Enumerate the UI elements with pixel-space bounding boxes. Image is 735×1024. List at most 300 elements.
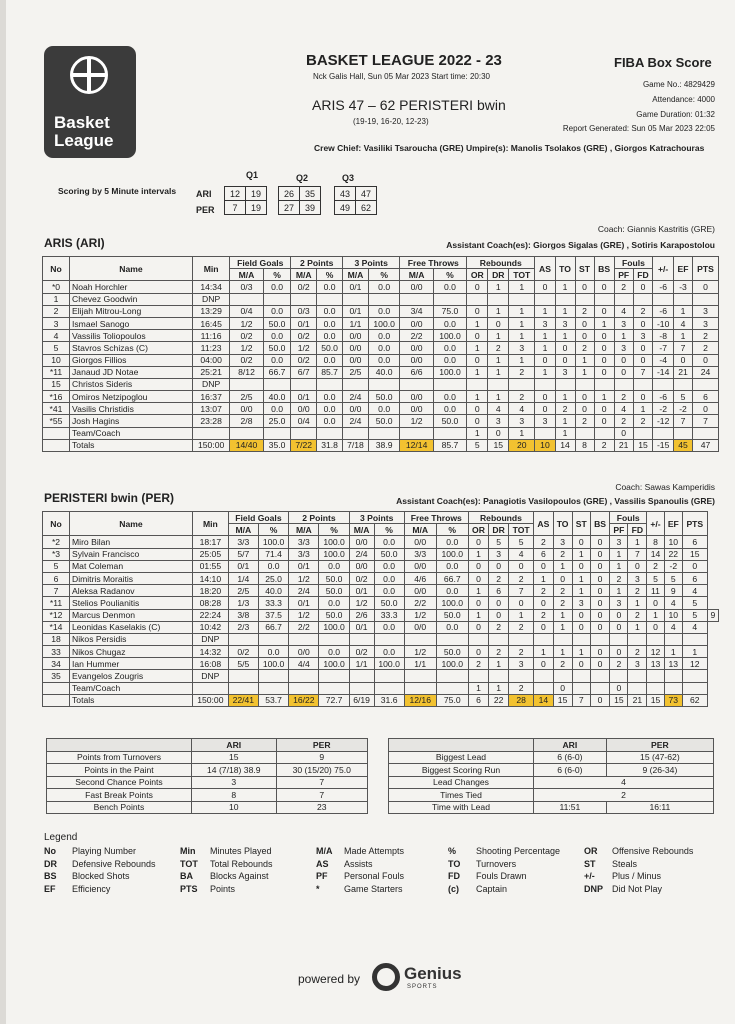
stat-cell: 16:45: [193, 317, 230, 329]
stat-cell: 1: [610, 560, 628, 572]
stat-cell: [291, 427, 317, 439]
stat-cell: 2: [509, 366, 535, 378]
stat-cell: 150:00: [193, 694, 229, 706]
player-row: [43, 670, 719, 682]
stat-cell: 0/0: [343, 330, 369, 342]
stat-cell: 1/2: [230, 317, 264, 329]
stat-cell: [693, 378, 719, 390]
stat-cell: [317, 293, 343, 305]
stat-cell: 7/18: [343, 439, 369, 451]
stat-cell: 0: [534, 597, 553, 609]
header-fouls: Fouls: [614, 257, 653, 269]
stat-cell: 1: [553, 560, 572, 572]
stat-cell: 100.0: [433, 366, 466, 378]
stat-cell: 23:28: [193, 415, 230, 427]
stat-cell: [674, 293, 693, 305]
stat-cell: 34: [43, 658, 70, 670]
stat-cell: 0: [488, 427, 509, 439]
sports-brand-text: SPORTS: [407, 984, 438, 990]
summary-cell: 7: [276, 789, 367, 802]
quarter-scores: (19-19, 16-20, 12-23): [353, 117, 429, 126]
stat-cell: 2: [693, 342, 719, 354]
stat-cell: Nikos Persidis: [70, 633, 193, 645]
stat-cell: [317, 427, 343, 439]
stat-cell: 2/8: [230, 415, 264, 427]
stat-cell: 18:17: [193, 536, 229, 548]
stat-cell: Noah Horchler: [70, 281, 193, 293]
stat-cell: 0: [489, 609, 509, 621]
stat-cell: 14:10: [193, 572, 229, 584]
stat-cell: [436, 633, 468, 645]
stat-cell: 1: [467, 427, 488, 439]
stat-cell: [433, 427, 466, 439]
subheader-fd: FD: [633, 269, 653, 281]
stat-cell: 0: [647, 597, 664, 609]
stat-cell: 1: [468, 548, 488, 560]
stat-cell: 4: [674, 317, 693, 329]
stat-cell: 2/5: [230, 391, 264, 403]
summary-header: PER: [606, 739, 713, 752]
powered-by-text: powered by: [298, 972, 361, 986]
header-name: Name: [70, 257, 193, 281]
stat-cell: 24: [693, 366, 719, 378]
stat-cell: 21: [614, 439, 633, 451]
stat-cell: 6: [468, 694, 488, 706]
stat-cell: 10: [664, 609, 682, 621]
stat-cell: [590, 670, 609, 682]
stat-cell: 0: [614, 427, 633, 439]
stat-cell: 7: [693, 415, 719, 427]
header-fg: Field Goals: [230, 257, 291, 269]
stat-cell: 11:16: [193, 330, 230, 342]
stat-cell: 1: [509, 317, 535, 329]
stat-cell: Chevez Goodwin: [70, 293, 193, 305]
stat-cell: Stavros Schizas (C): [70, 342, 193, 354]
summary-cell: Times Tied: [389, 789, 534, 802]
stat-cell: [368, 378, 400, 390]
legend-abbr: FD: [448, 871, 460, 881]
stat-cell: [291, 378, 317, 390]
stat-cell: 6: [43, 572, 70, 584]
peristeri-coach: Coach: Sawas Kamperidis: [615, 482, 715, 492]
stat-cell: 0.0: [258, 646, 288, 658]
stat-cell: [674, 378, 693, 390]
summary-row: [389, 789, 714, 802]
stat-cell: 3: [610, 597, 628, 609]
scoring-team-per: PER: [196, 205, 215, 215]
stat-cell: 40.0: [263, 391, 291, 403]
stat-cell: 10: [664, 536, 682, 548]
stat-cell: 2: [628, 646, 647, 658]
stat-cell: [555, 378, 575, 390]
stat-cell: 33.3: [374, 609, 404, 621]
stat-cell: 1: [509, 354, 535, 366]
stat-cell: 35: [43, 670, 70, 682]
stat-cell: 0.0: [317, 354, 343, 366]
stat-cell: 5/7: [228, 548, 258, 560]
subheader-pct: %: [263, 269, 291, 281]
header-pts: PTS: [682, 512, 707, 536]
stat-cell: 2: [553, 548, 572, 560]
stat-cell: 0/1: [289, 597, 319, 609]
stat-cell: 0: [594, 354, 614, 366]
team-coach-row: [43, 427, 719, 439]
stat-cell: *41: [43, 403, 70, 415]
stat-cell: 3: [509, 658, 534, 670]
summary-cell: 10: [192, 801, 277, 814]
stat-cell: 0: [633, 354, 653, 366]
stat-cell: 5: [489, 536, 509, 548]
stat-cell: 7/22: [291, 439, 317, 451]
legend-desc: Efficiency: [72, 883, 111, 894]
stat-cell: 2: [43, 305, 70, 317]
stat-cell: [467, 293, 488, 305]
legend-abbr: PF: [316, 871, 328, 881]
stat-cell: [535, 427, 555, 439]
stat-cell: 100.0: [433, 330, 466, 342]
stat-cell: 0.0: [319, 560, 349, 572]
stat-cell: -7: [653, 342, 674, 354]
stat-cell: 13: [647, 658, 664, 670]
summary-row: [389, 776, 714, 789]
stat-cell: 2: [614, 391, 633, 403]
stat-cell: [319, 670, 349, 682]
legend-desc: Points: [210, 883, 236, 894]
legend-desc: Blocked Shots: [72, 871, 130, 881]
stat-cell: 0: [590, 560, 609, 572]
aris-coach: Coach: Giannis Kastritis (GRE): [597, 224, 715, 234]
summary-row: [389, 764, 714, 777]
stat-cell: 0.0: [368, 330, 400, 342]
stat-cell: 1: [509, 427, 535, 439]
legend-desc: Total Rebounds: [210, 858, 273, 869]
stat-cell: 0: [467, 281, 488, 293]
stat-cell: [404, 670, 436, 682]
stat-cell: 21: [628, 694, 647, 706]
stat-cell: 2: [509, 572, 534, 584]
stat-cell: 25:05: [193, 548, 229, 560]
stat-cell: [572, 633, 590, 645]
stat-cell: 0: [633, 317, 653, 329]
stat-cell: [343, 378, 369, 390]
stat-cell: 0/0: [343, 354, 369, 366]
stat-cell: 9: [664, 585, 682, 597]
stat-cell: [610, 633, 628, 645]
subheader-pct: %: [317, 269, 343, 281]
stat-cell: 1: [509, 281, 535, 293]
stat-cell: 5: [43, 560, 70, 572]
stat-cell: [628, 633, 647, 645]
subheader-tot: TOT: [509, 269, 535, 281]
stat-cell: 2: [553, 658, 572, 670]
stat-cell: 2: [610, 572, 628, 584]
legend-abbr: No: [44, 846, 56, 856]
stat-cell: [258, 682, 288, 694]
stat-cell: *11: [43, 597, 70, 609]
stat-cell: 1: [467, 342, 488, 354]
stat-cell: 0/0: [400, 342, 433, 354]
player-row: [43, 415, 719, 427]
player-row: [43, 342, 719, 354]
stat-cell: 6: [693, 391, 719, 403]
stat-cell: 0: [572, 609, 590, 621]
subheader-ma: M/A: [349, 524, 374, 536]
stat-cell: [534, 633, 553, 645]
stat-cell: *0: [43, 281, 70, 293]
stat-cell: 0.0: [374, 560, 404, 572]
stat-cell: -3: [674, 281, 693, 293]
stat-cell: 0: [555, 354, 575, 366]
summary-cell: 11:51: [534, 801, 607, 814]
stat-cell: 16:37: [193, 391, 230, 403]
summary-leads-table: [388, 738, 714, 814]
stat-cell: -2: [664, 560, 682, 572]
stat-cell: 3/3: [228, 536, 258, 548]
stat-cell: [436, 670, 468, 682]
stat-cell: 1/2: [230, 342, 264, 354]
stat-cell: 11:23: [193, 342, 230, 354]
subheader-pct: %: [436, 524, 468, 536]
stat-cell: 1: [614, 330, 633, 342]
summary-header: [389, 739, 534, 752]
stat-cell: 1: [489, 658, 509, 670]
stat-cell: [535, 293, 555, 305]
stat-cell: 3/3: [289, 536, 319, 548]
stat-cell: 0.0: [368, 305, 400, 317]
stat-cell: 0/1: [349, 585, 374, 597]
stat-cell: 50.0: [319, 585, 349, 597]
stat-cell: Giorgos Fillios: [70, 354, 193, 366]
stat-cell: -2: [674, 403, 693, 415]
stat-cell: 0: [468, 560, 488, 572]
genius-sports-logo-icon: [372, 963, 400, 991]
stat-cell: 1/1: [343, 317, 369, 329]
summary-cell: 3: [192, 776, 277, 789]
stat-cell: 14: [647, 548, 664, 560]
stat-cell: [263, 427, 291, 439]
logo-text: Basket League: [54, 113, 114, 150]
stat-cell: 0: [590, 609, 609, 621]
header-pm: +/-: [647, 512, 664, 536]
header-pts: PTS: [693, 257, 719, 281]
stat-cell: 1: [664, 646, 682, 658]
stat-cell: *14: [43, 621, 70, 633]
stat-cell: 20: [509, 439, 535, 451]
stat-cell: -4: [653, 354, 674, 366]
stat-cell: [289, 682, 319, 694]
summary-cell: Second Chance Points: [47, 776, 192, 789]
stat-cell: 1/2: [404, 609, 436, 621]
stat-cell: [319, 633, 349, 645]
legend-desc: Steals: [612, 858, 638, 869]
stat-cell: Ismael Sanogo: [70, 317, 193, 329]
stat-cell: 0.0: [263, 403, 291, 415]
stat-cell: 0.0: [436, 621, 468, 633]
stat-cell: Team/Coach: [70, 427, 193, 439]
stat-cell: 1: [553, 621, 572, 633]
stat-cell: 0/1: [291, 391, 317, 403]
stat-cell: 4: [682, 585, 707, 597]
player-row: [43, 281, 719, 293]
stat-cell: 0: [590, 646, 609, 658]
stat-cell: 1: [488, 281, 509, 293]
player-row: [43, 354, 719, 366]
legend-abbr: Min: [180, 846, 196, 856]
legend-desc: Shooting Percentage: [476, 846, 561, 856]
stat-cell: [468, 633, 488, 645]
stat-cell: 1: [594, 317, 614, 329]
header-fouls: Fouls: [610, 512, 647, 524]
stat-cell: [404, 633, 436, 645]
summary-row: [47, 764, 368, 777]
stat-cell: [509, 293, 535, 305]
header-no: No: [43, 512, 70, 536]
stat-cell: [436, 682, 468, 694]
stat-cell: 0: [633, 281, 653, 293]
stat-cell: 0: [590, 658, 609, 670]
stat-cell: 0: [488, 317, 509, 329]
stat-cell: 0.0: [317, 281, 343, 293]
subheader-ma: M/A: [400, 269, 433, 281]
stat-cell: 14: [555, 439, 575, 451]
stat-cell: 2: [647, 560, 664, 572]
stat-cell: 15: [43, 378, 70, 390]
stat-cell: 0.0: [374, 536, 404, 548]
stat-cell: 0: [535, 281, 555, 293]
stat-cell: 0: [633, 391, 653, 403]
stat-cell: 2/2: [404, 597, 436, 609]
stat-cell: 1: [555, 305, 575, 317]
legend-abbr: +/-: [584, 871, 595, 881]
stat-cell: 2: [693, 330, 719, 342]
stat-cell: Totals: [70, 439, 193, 451]
stat-cell: 0: [693, 354, 719, 366]
stat-cell: 0/1: [349, 621, 374, 633]
stat-cell: 1: [509, 330, 535, 342]
stat-cell: 11: [647, 585, 664, 597]
stat-cell: 1/4: [228, 572, 258, 584]
stat-cell: [228, 633, 258, 645]
stat-cell: 1: [535, 342, 555, 354]
stat-cell: [368, 427, 400, 439]
stat-cell: 0.0: [263, 330, 291, 342]
summary-cell: 4: [534, 776, 714, 789]
header-bs: BS: [590, 512, 609, 536]
subheader-dr: DR: [489, 524, 509, 536]
stat-cell: 18:20: [193, 585, 229, 597]
stat-cell: 2: [534, 585, 553, 597]
summary-cell: 8: [192, 789, 277, 802]
q1-label: Q1: [246, 170, 259, 180]
stat-cell: 0: [594, 330, 614, 342]
stat-cell: 04:00: [193, 354, 230, 366]
stat-cell: 100.0: [368, 317, 400, 329]
stat-cell: 0: [535, 354, 555, 366]
stat-cell: DNP: [193, 670, 229, 682]
stat-cell: 0.0: [433, 354, 466, 366]
stat-cell: 72.7: [319, 694, 349, 706]
stat-cell: 1: [468, 585, 488, 597]
stat-cell: 100.0: [319, 621, 349, 633]
stat-cell: 1: [553, 609, 572, 621]
summary-row: [389, 751, 714, 764]
player-row: [43, 366, 719, 378]
stat-cell: 3: [628, 658, 647, 670]
stat-cell: 0.0: [374, 621, 404, 633]
stat-cell: 1/1: [349, 658, 374, 670]
stat-cell: 100.0: [436, 658, 468, 670]
stat-cell: [263, 378, 291, 390]
stat-cell: Aleksa Radanov: [70, 585, 193, 597]
stat-cell: 33.3: [258, 597, 288, 609]
stat-cell: 1: [572, 548, 590, 560]
subheader-or: OR: [468, 524, 488, 536]
summary-header: [47, 739, 192, 752]
stat-cell: 0: [555, 342, 575, 354]
stat-cell: 14/40: [230, 439, 264, 451]
stat-cell: 3: [555, 366, 575, 378]
stat-cell: 50.0: [263, 317, 291, 329]
stat-cell: Nikos Chugaz: [70, 646, 193, 658]
stat-cell: 150:00: [193, 439, 230, 451]
stat-cell: 0/2: [228, 646, 258, 658]
stat-cell: 1: [535, 330, 555, 342]
stat-cell: 0.0: [433, 281, 466, 293]
stat-cell: 1: [575, 354, 594, 366]
aris-team-title: ARIS (ARI): [44, 236, 105, 250]
player-row: [43, 658, 719, 670]
stat-cell: 5: [509, 536, 534, 548]
stat-cell: 6: [534, 548, 553, 560]
fiba-box-score-title: FIBA Box Score: [614, 55, 712, 70]
stat-cell: 1: [555, 330, 575, 342]
stat-cell: 14: [534, 694, 553, 706]
stat-cell: 0/2: [291, 354, 317, 366]
stat-cell: 1: [488, 391, 509, 403]
stat-cell: 0: [468, 597, 488, 609]
legend-desc: Turnovers: [476, 858, 517, 869]
stat-cell: Janaud JD Notae: [70, 366, 193, 378]
stat-cell: 5: [664, 572, 682, 584]
stat-cell: 50.0: [436, 609, 468, 621]
summary-cell: 2: [534, 789, 714, 802]
stat-cell: 50.0: [374, 548, 404, 560]
stat-cell: 2: [553, 585, 572, 597]
league-title: BASKET LEAGUE 2022 - 23: [306, 52, 502, 69]
stat-cell: -8: [653, 330, 674, 342]
stat-cell: 1: [535, 305, 555, 317]
stat-cell: [674, 427, 693, 439]
stat-cell: 0: [467, 330, 488, 342]
player-row: [43, 391, 719, 403]
legend-desc: Did Not Play: [612, 883, 663, 894]
stat-cell: 0: [610, 682, 628, 694]
stat-cell: 0/0: [343, 403, 369, 415]
stat-cell: 0/1: [291, 317, 317, 329]
stat-cell: [291, 293, 317, 305]
header-name: Name: [70, 512, 193, 536]
stat-cell: 2: [633, 305, 653, 317]
header-reb: Rebounds: [468, 512, 533, 524]
legend-abbr: OR: [584, 846, 598, 856]
stat-cell: 3: [693, 305, 719, 317]
stat-cell: 8: [647, 536, 664, 548]
stat-cell: 2: [489, 621, 509, 633]
stat-cell: 0: [553, 682, 572, 694]
stat-cell: 0: [633, 342, 653, 354]
legend-desc: Offensive Rebounds: [612, 846, 694, 856]
stat-cell: 25.0: [258, 572, 288, 584]
